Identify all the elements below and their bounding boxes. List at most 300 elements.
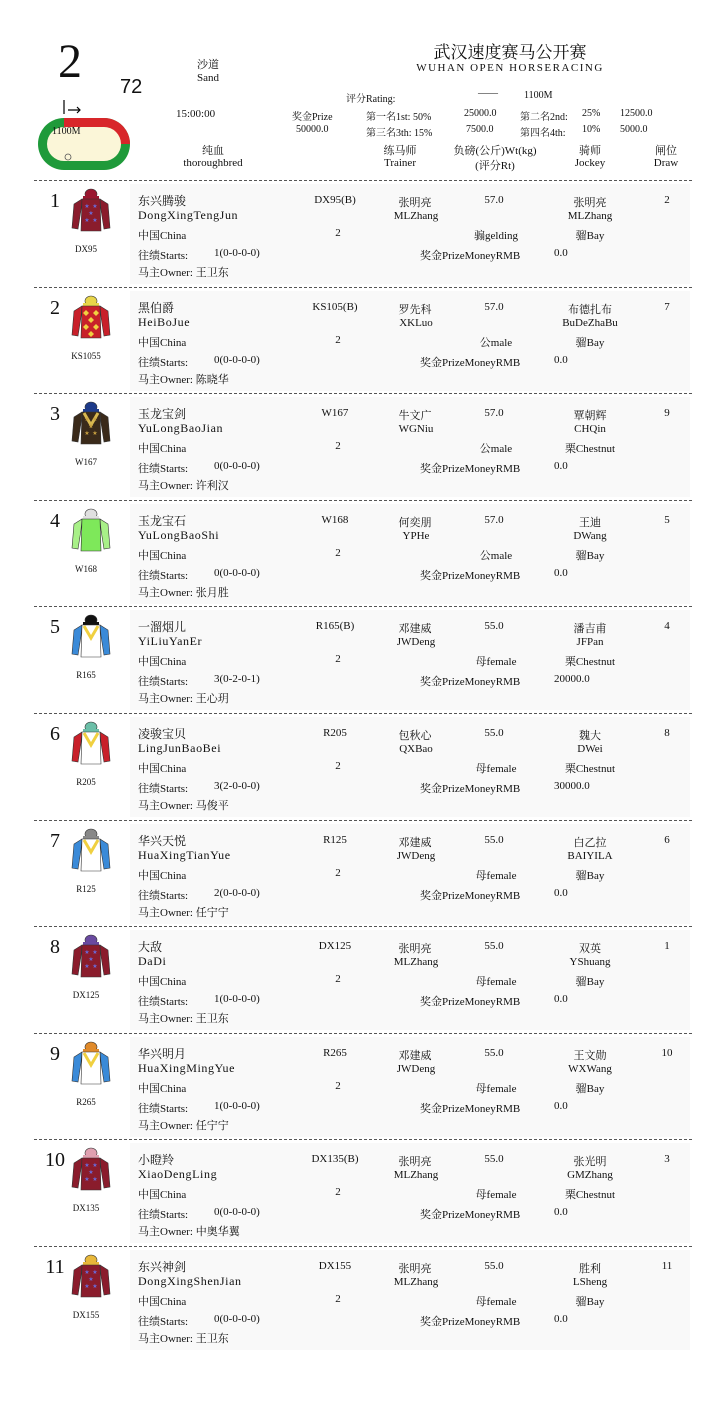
trainer-name-en: MLZhang [393, 210, 439, 222]
horse-country: 中国China [138, 976, 187, 989]
runner-number: 4 [50, 509, 60, 532]
horse-name-cn: 华兴天悦 [138, 833, 187, 848]
race-number-sub: 72 [120, 76, 143, 98]
horse-name-cn: 华兴明月 [138, 1046, 187, 1061]
jockey-name-cn: 王迪 [579, 516, 601, 529]
runner-number: 2 [50, 296, 60, 319]
prize-money-value: 0.0 [554, 993, 568, 1006]
col-draw-en: Draw [653, 157, 679, 169]
horse-color: 栗Chestnut [564, 1189, 616, 1202]
horse-name-en: DongXingShenJian [138, 1274, 242, 1288]
horse-name-en: HuaXingTianYue [138, 847, 231, 862]
horse-code: DX155 [72, 1310, 100, 1320]
trainer-name-cn: 邓建威 [398, 1049, 432, 1062]
first-place-amount: 25000.0 [464, 108, 497, 119]
jockey-name-en: CHQin [574, 423, 606, 436]
horse-owner: 马主Owner: 王卫东 [138, 1013, 229, 1026]
trainer-name-en: JWDeng [396, 1062, 436, 1075]
horse-code: DX125 [72, 990, 100, 1001]
horse-code: KS1055 [71, 350, 101, 361]
runner-number: 1 [50, 190, 60, 212]
horse-owner: 马主Owner: 王心玥 [138, 693, 229, 706]
horse-name-cn: 一溜烟儿 [138, 620, 187, 635]
trainer-name-en: MLZhang [393, 956, 439, 969]
rating-code: R265 [323, 1046, 347, 1059]
prize-money-value: 0.0 [554, 1206, 568, 1219]
track-map [34, 100, 134, 170]
svg-text:★: ★ [84, 1177, 90, 1184]
third-place-amount: 7500.0 [466, 124, 494, 135]
prize-money-label: 奖金PrizeMoneyRMB [420, 676, 521, 689]
weight-value: 55.0 [484, 727, 504, 739]
runner-number: 5 [50, 616, 60, 639]
horse-color: 骝Bay [575, 336, 605, 349]
horse-name-en: HuaXingMingYue [138, 1060, 236, 1075]
prize-money-value: 0.0 [554, 460, 568, 473]
runner-entry [0, 926, 720, 1032]
horse-country: 中国China [138, 230, 187, 242]
runner-entry [0, 820, 720, 926]
jockey-name-cn: 魏大 [579, 730, 601, 742]
jockey-name-cn: 胜利 [579, 1263, 601, 1275]
horse-name-cn: 大敌 [138, 940, 163, 955]
svg-text:★: ★ [92, 964, 98, 971]
jockey-silk-icon [70, 614, 112, 658]
starts-label: 往绩Starts: [138, 889, 189, 902]
draw-number: 11 [661, 1260, 673, 1272]
jockey-name-cn: 双英 [579, 943, 601, 956]
svg-text:★: ★ [84, 204, 90, 210]
draw-number: 3 [664, 1153, 670, 1166]
rating-number: 2 [335, 546, 341, 559]
horse-name-cn: 东兴神剑 [138, 1260, 187, 1274]
horse-owner: 马主Owner: 王卫东 [138, 1333, 229, 1345]
prize-money-label: 奖金PrizeMoneyRMB [420, 1102, 521, 1115]
fourth-place-label: 第四名4th: [520, 128, 566, 139]
runner-entry [0, 500, 720, 606]
horse-color: 栗Chestnut [564, 656, 616, 669]
horse-owner: 马主Owner: 马俊平 [138, 800, 229, 812]
starts-record: 0(0-0-0-0) [214, 1313, 260, 1325]
trainer-name-en: WGNiu [398, 423, 434, 436]
trainer-name-en: XKLuo [399, 316, 433, 329]
total-prize: 50000.0 [296, 124, 329, 135]
horse-color: 骝Bay [575, 549, 605, 562]
jockey-silk-icon [70, 1041, 112, 1085]
prize-money-value: 20000.0 [554, 673, 590, 686]
prize-label: 奖金Prize [292, 112, 333, 123]
col-trainer-en: Trainer [384, 157, 416, 169]
horse-owner: 马主Owner: 张月胜 [138, 586, 229, 599]
svg-text:★: ★ [92, 218, 98, 224]
trainer-name-en: QXBao [399, 743, 433, 755]
rating-code: R165(B) [315, 620, 355, 633]
trainer-name-cn: 张明亮 [398, 943, 432, 956]
svg-text:★: ★ [92, 950, 98, 957]
rating-number: 2 [335, 1079, 341, 1092]
horse-code: R205 [76, 777, 96, 787]
jockey-name-en: BuDeZhaBu [562, 316, 618, 329]
jockey-silk-icon [70, 295, 112, 339]
rating-number: 2 [335, 866, 341, 879]
trainer-name-en: MLZhang [393, 1169, 439, 1182]
second-place-label: 第二名2nd: [520, 112, 568, 123]
svg-text:★: ★ [88, 424, 94, 431]
horse-country: 中国China [138, 869, 187, 882]
trainer-name-cn: 张明亮 [398, 1263, 432, 1275]
col-jockey-en: Jockey [574, 157, 606, 169]
prize-money-value: 0.0 [554, 353, 568, 366]
jockey-silk-icon [70, 828, 112, 872]
horse-owner: 马主Owner: 许利汉 [138, 480, 229, 493]
starts-record: 1(0-0-0-0) [214, 1099, 260, 1112]
race-number: 2 [58, 35, 82, 88]
race-time: 15:00:00 [176, 108, 216, 120]
horse-sex: 母female [475, 1082, 517, 1095]
horse-name-en: XiaoDengLing [138, 1167, 218, 1182]
starts-label: 往绩Starts: [138, 1316, 189, 1328]
svg-text:★: ★ [92, 417, 98, 424]
runner-entry [0, 180, 720, 286]
draw-number: 1 [664, 940, 670, 953]
jockey-silk-icon [70, 401, 112, 445]
jockey-name-en: DWang [573, 529, 607, 542]
horse-country: 中国China [138, 1296, 187, 1308]
weight-value: 55.0 [484, 940, 504, 953]
trainer-name-cn: 张明亮 [398, 1156, 432, 1169]
second-place-pct: 25% [582, 108, 601, 119]
draw-number: 5 [664, 513, 670, 526]
starts-label: 往绩Starts: [138, 356, 189, 369]
horse-country: 中国China [138, 1082, 187, 1095]
jockey-silk-icon [70, 934, 112, 978]
col-weight-cn: 负磅(公斤)Wt(kg) [453, 145, 537, 157]
horse-country: 中国China [138, 443, 187, 456]
race-title-cn: 武汉速度赛马公开赛 [433, 43, 587, 62]
weight-value: 57.0 [484, 300, 504, 313]
rating-number: 2 [335, 1293, 341, 1305]
runner-entry [0, 1033, 720, 1139]
jockey-silk-icon [70, 508, 112, 552]
horse-code: W167 [75, 457, 97, 468]
horse-owner: 马主Owner: 中奥华翼 [138, 1226, 240, 1239]
starts-record: 0(0-0-0-0) [214, 566, 260, 579]
starts-label: 往绩Starts: [138, 250, 189, 262]
starts-label: 往绩Starts: [138, 783, 189, 795]
rating-code: W168 [321, 513, 349, 526]
prize-money-label: 奖金PrizeMoneyRMB [420, 569, 521, 582]
runner-number: 8 [50, 936, 60, 959]
breed-en: thoroughbred [183, 157, 243, 169]
weight-value: 55.0 [484, 1153, 504, 1166]
rating-number: 2 [335, 973, 341, 986]
jockey-name-cn: 张光明 [573, 1156, 607, 1169]
runner-number: 3 [50, 403, 60, 426]
track-type-en: Sand [197, 72, 219, 84]
horse-sex: 母female [475, 656, 517, 669]
jockey-name-en: YShuang [569, 956, 611, 969]
jockey-silk-icon [70, 721, 112, 765]
horse-owner: 马主Owner: 任宁宁 [138, 906, 229, 919]
horse-sex: 母female [475, 869, 517, 882]
jockey-silk-icon [70, 188, 112, 232]
horse-code: R265 [76, 1096, 96, 1107]
jockey-silk-icon [70, 1254, 112, 1298]
jockey-name-cn: 覃朝辉 [573, 410, 607, 423]
svg-text:★: ★ [92, 1284, 98, 1290]
prize-money-value: 0.0 [554, 247, 568, 259]
runner-entry [0, 393, 720, 499]
starts-record: 3(0-2-0-1) [214, 673, 260, 686]
horse-sex: 母female [475, 763, 517, 775]
horse-owner: 马主Owner: 陈晓华 [138, 373, 229, 386]
starts-record: 1(0-0-0-0) [214, 993, 260, 1006]
first-place-label: 第一名1st: 50% [366, 112, 432, 123]
prize-money-label: 奖金PrizeMoneyRMB [420, 356, 521, 369]
runner-number: 10 [45, 1149, 65, 1172]
draw-number: 9 [664, 407, 670, 420]
draw-number: 2 [664, 194, 670, 206]
svg-text:★: ★ [88, 957, 94, 964]
draw-number: 4 [664, 620, 670, 633]
draw-number: 7 [664, 300, 670, 313]
col-jockey-cn: 骑师 [579, 145, 601, 157]
horse-country: 中国China [138, 1189, 187, 1202]
horse-name-cn: 玉龙宝剑 [138, 407, 187, 422]
weight-value: 57.0 [484, 407, 504, 420]
jockey-name-en: LSheng [572, 1276, 608, 1288]
trainer-name-cn: 罗先科 [398, 303, 432, 316]
prize-money-label: 奖金PrizeMoneyRMB [420, 463, 521, 476]
horse-color: 骝Bay [575, 230, 605, 242]
rating-label: 评分Rating: [346, 94, 396, 105]
jockey-name-cn: 潘吉甫 [573, 623, 607, 636]
svg-text:★: ★ [92, 204, 98, 210]
starts-record: 0(0-0-0-0) [214, 460, 260, 473]
starts-label: 往绩Starts: [138, 996, 189, 1009]
jockey-name-cn: 王文勋 [573, 1049, 607, 1062]
horse-country: 中国China [138, 763, 187, 775]
runner-entry [0, 1139, 720, 1245]
jockey-name-en: MLZhang [567, 210, 613, 222]
horse-name-en: DongXingTengJun [138, 208, 239, 222]
starts-label: 往绩Starts: [138, 1102, 189, 1115]
prize-money-label: 奖金PrizeMoneyRMB [420, 250, 521, 262]
jockey-name-en: DWei [577, 743, 603, 755]
prize-money-label: 奖金PrizeMoneyRMB [420, 783, 521, 795]
rating-number: 2 [335, 227, 341, 239]
starts-record: 0(0-0-0-0) [214, 1206, 260, 1219]
rating-code: R205 [323, 727, 347, 739]
svg-text:★: ★ [92, 1270, 98, 1276]
rating-value: —— [478, 88, 498, 99]
weight-value: 55.0 [484, 1260, 504, 1272]
starts-record: 0(0-0-0-0) [214, 353, 260, 366]
runner-entry [0, 606, 720, 712]
rating-code: W167 [321, 407, 349, 420]
race-title-en: WUHAN OPEN HORSERACING [416, 62, 604, 74]
rating-code: KS105(B) [312, 300, 358, 313]
prize-money-label: 奖金PrizeMoneyRMB [420, 1316, 521, 1328]
jockey-name-en: GMZhang [567, 1169, 613, 1182]
horse-owner: 马主Owner: 任宁宁 [138, 1119, 229, 1132]
horse-sex: 公male [479, 443, 513, 456]
horse-name-cn: 玉龙宝石 [138, 513, 187, 528]
rating-number: 2 [335, 1186, 341, 1199]
horse-country: 中国China [138, 549, 187, 562]
svg-text:★: ★ [88, 1277, 94, 1283]
svg-text:★: ★ [84, 950, 90, 957]
trainer-name-cn: 张明亮 [398, 197, 432, 209]
direction-arrow-icon [68, 107, 80, 113]
prize-money-value: 0.0 [554, 1313, 568, 1325]
draw-number: 10 [661, 1046, 673, 1059]
svg-text:★: ★ [84, 1284, 90, 1290]
trainer-name-cn: 邓建威 [398, 836, 432, 849]
horse-code: W168 [75, 563, 97, 574]
horse-code: DX135 [72, 1203, 100, 1214]
svg-text:★: ★ [88, 1170, 94, 1177]
starts-record: 2(0-0-0-0) [214, 886, 260, 899]
fourth-place-pct: 10% [582, 124, 601, 135]
jockey-silk-icon [70, 1147, 112, 1191]
svg-text:★: ★ [92, 431, 98, 438]
horse-sex: 公male [479, 336, 513, 349]
trainer-name-en: JWDeng [396, 849, 436, 862]
svg-text:★: ★ [84, 1163, 90, 1170]
prize-money-value: 0.0 [554, 566, 568, 579]
third-place-label: 第三名3th: 15% [366, 128, 433, 139]
rating-code: R125 [323, 833, 347, 846]
rating-number: 2 [335, 653, 341, 666]
horse-sex: 母female [475, 1189, 517, 1202]
horse-code: R125 [76, 883, 96, 894]
horse-code: DX95 [75, 244, 97, 254]
prize-money-label: 奖金PrizeMoneyRMB [420, 889, 521, 902]
horse-owner: 马主Owner: 王卫东 [138, 267, 229, 279]
horse-name-en: YiLiuYanEr [138, 634, 203, 649]
horse-name-en: LingJunBaoBei [138, 741, 222, 755]
trainer-name-cn: 何奕朋 [398, 516, 432, 529]
prize-money-label: 奖金PrizeMoneyRMB [420, 1209, 521, 1222]
runner-entry [0, 287, 720, 393]
fourth-place-amount: 5000.0 [620, 124, 648, 135]
col-draw-cn: 闸位 [655, 145, 677, 157]
weight-value: 55.0 [484, 833, 504, 846]
breed-cn: 纯血 [202, 145, 224, 157]
weight-value: 57.0 [484, 194, 504, 206]
runner-number: 9 [50, 1042, 60, 1065]
runner-entry [0, 713, 720, 819]
trainer-name-en: MLZhang [393, 1276, 439, 1288]
svg-text:★: ★ [92, 1163, 98, 1170]
horse-color: 骝Bay [575, 1082, 605, 1095]
second-place-amount: 12500.0 [620, 108, 653, 119]
weight-value: 55.0 [484, 1046, 504, 1059]
svg-text:★: ★ [84, 964, 90, 971]
horse-color: 骝Bay [575, 1296, 605, 1308]
starts-label: 往绩Starts: [138, 569, 189, 582]
rating-number: 2 [335, 760, 341, 772]
rating-code: DX95(B) [314, 194, 356, 206]
jockey-name-en: JFPan [576, 636, 604, 649]
rating-code: DX155 [318, 1260, 352, 1272]
horse-sex: 母female [475, 976, 517, 989]
horse-sex: 公male [479, 549, 513, 562]
svg-text:★: ★ [84, 218, 90, 224]
prize-money-value: 0.0 [554, 886, 568, 899]
horse-code: R165 [76, 670, 96, 681]
starts-label: 往绩Starts: [138, 463, 189, 476]
svg-text:★: ★ [84, 431, 90, 438]
trainer-name-en: YPHe [402, 529, 430, 542]
jockey-name-cn: 张明亮 [573, 197, 607, 209]
starts-label: 往绩Starts: [138, 676, 189, 689]
svg-text:★: ★ [92, 1177, 98, 1184]
prize-money-value: 30000.0 [554, 780, 590, 792]
horse-country: 中国China [138, 336, 187, 349]
trainer-name-cn: 包秋心 [398, 730, 432, 742]
rating-number: 2 [335, 333, 341, 346]
runner-number: 7 [50, 829, 60, 852]
svg-text:★: ★ [88, 211, 94, 217]
jockey-name-en: BAIYILA [567, 849, 613, 862]
race-distance: 1100M [524, 90, 553, 101]
weight-value: 55.0 [484, 620, 504, 633]
track-type-cn: 沙道 [197, 59, 219, 71]
svg-text:★: ★ [84, 1270, 90, 1276]
svg-text:★: ★ [84, 417, 90, 424]
trainer-name-cn: 牛文广 [398, 410, 432, 423]
col-trainer-cn: 练马师 [383, 145, 417, 157]
col-weight-en: (评分Rt) [475, 160, 515, 172]
horse-name-en: YuLongBaoJian [138, 421, 224, 436]
trainer-name-en: JWDeng [396, 636, 436, 649]
runner-number: 6 [50, 723, 60, 745]
rating-code: DX135(B) [311, 1153, 359, 1166]
horse-color: 栗Chestnut [564, 763, 616, 775]
horse-color: 骝Bay [575, 976, 605, 989]
horse-name-cn: 东兴腾骏 [138, 194, 187, 208]
horse-name-en: HeiBoJue [138, 314, 191, 329]
track-map-distance: 1100M [52, 126, 81, 137]
horse-sex: 母female [475, 1296, 517, 1308]
draw-number: 8 [664, 727, 670, 739]
rating-code: DX125 [318, 940, 352, 953]
horse-name-cn: 黑伯爵 [138, 300, 175, 315]
horse-name-cn: 凌骏宝贝 [138, 727, 187, 741]
horse-country: 中国China [138, 656, 187, 669]
weight-value: 57.0 [484, 513, 504, 526]
starts-label: 往绩Starts: [138, 1209, 189, 1222]
jockey-name-cn: 布德扎布 [568, 303, 612, 316]
horse-color: 骝Bay [575, 869, 605, 882]
horse-name-en: YuLongBaoShi [138, 527, 220, 542]
prize-money-value: 0.0 [554, 1099, 568, 1112]
runner-entry [0, 1246, 720, 1352]
jockey-name-en: WXWang [568, 1062, 612, 1075]
trainer-name-cn: 邓建威 [398, 623, 432, 636]
horse-color: 栗Chestnut [564, 443, 616, 456]
draw-number: 6 [664, 833, 670, 846]
runner-number: 11 [45, 1256, 65, 1278]
starts-record: 1(0-0-0-0) [214, 247, 260, 259]
horse-sex: 骟gelding [474, 230, 518, 242]
horse-name-cn: 小瞪羚 [138, 1153, 175, 1168]
prize-money-label: 奖金PrizeMoneyRMB [420, 996, 521, 1009]
jockey-name-cn: 白乙拉 [573, 836, 607, 849]
rating-number: 2 [335, 440, 341, 453]
